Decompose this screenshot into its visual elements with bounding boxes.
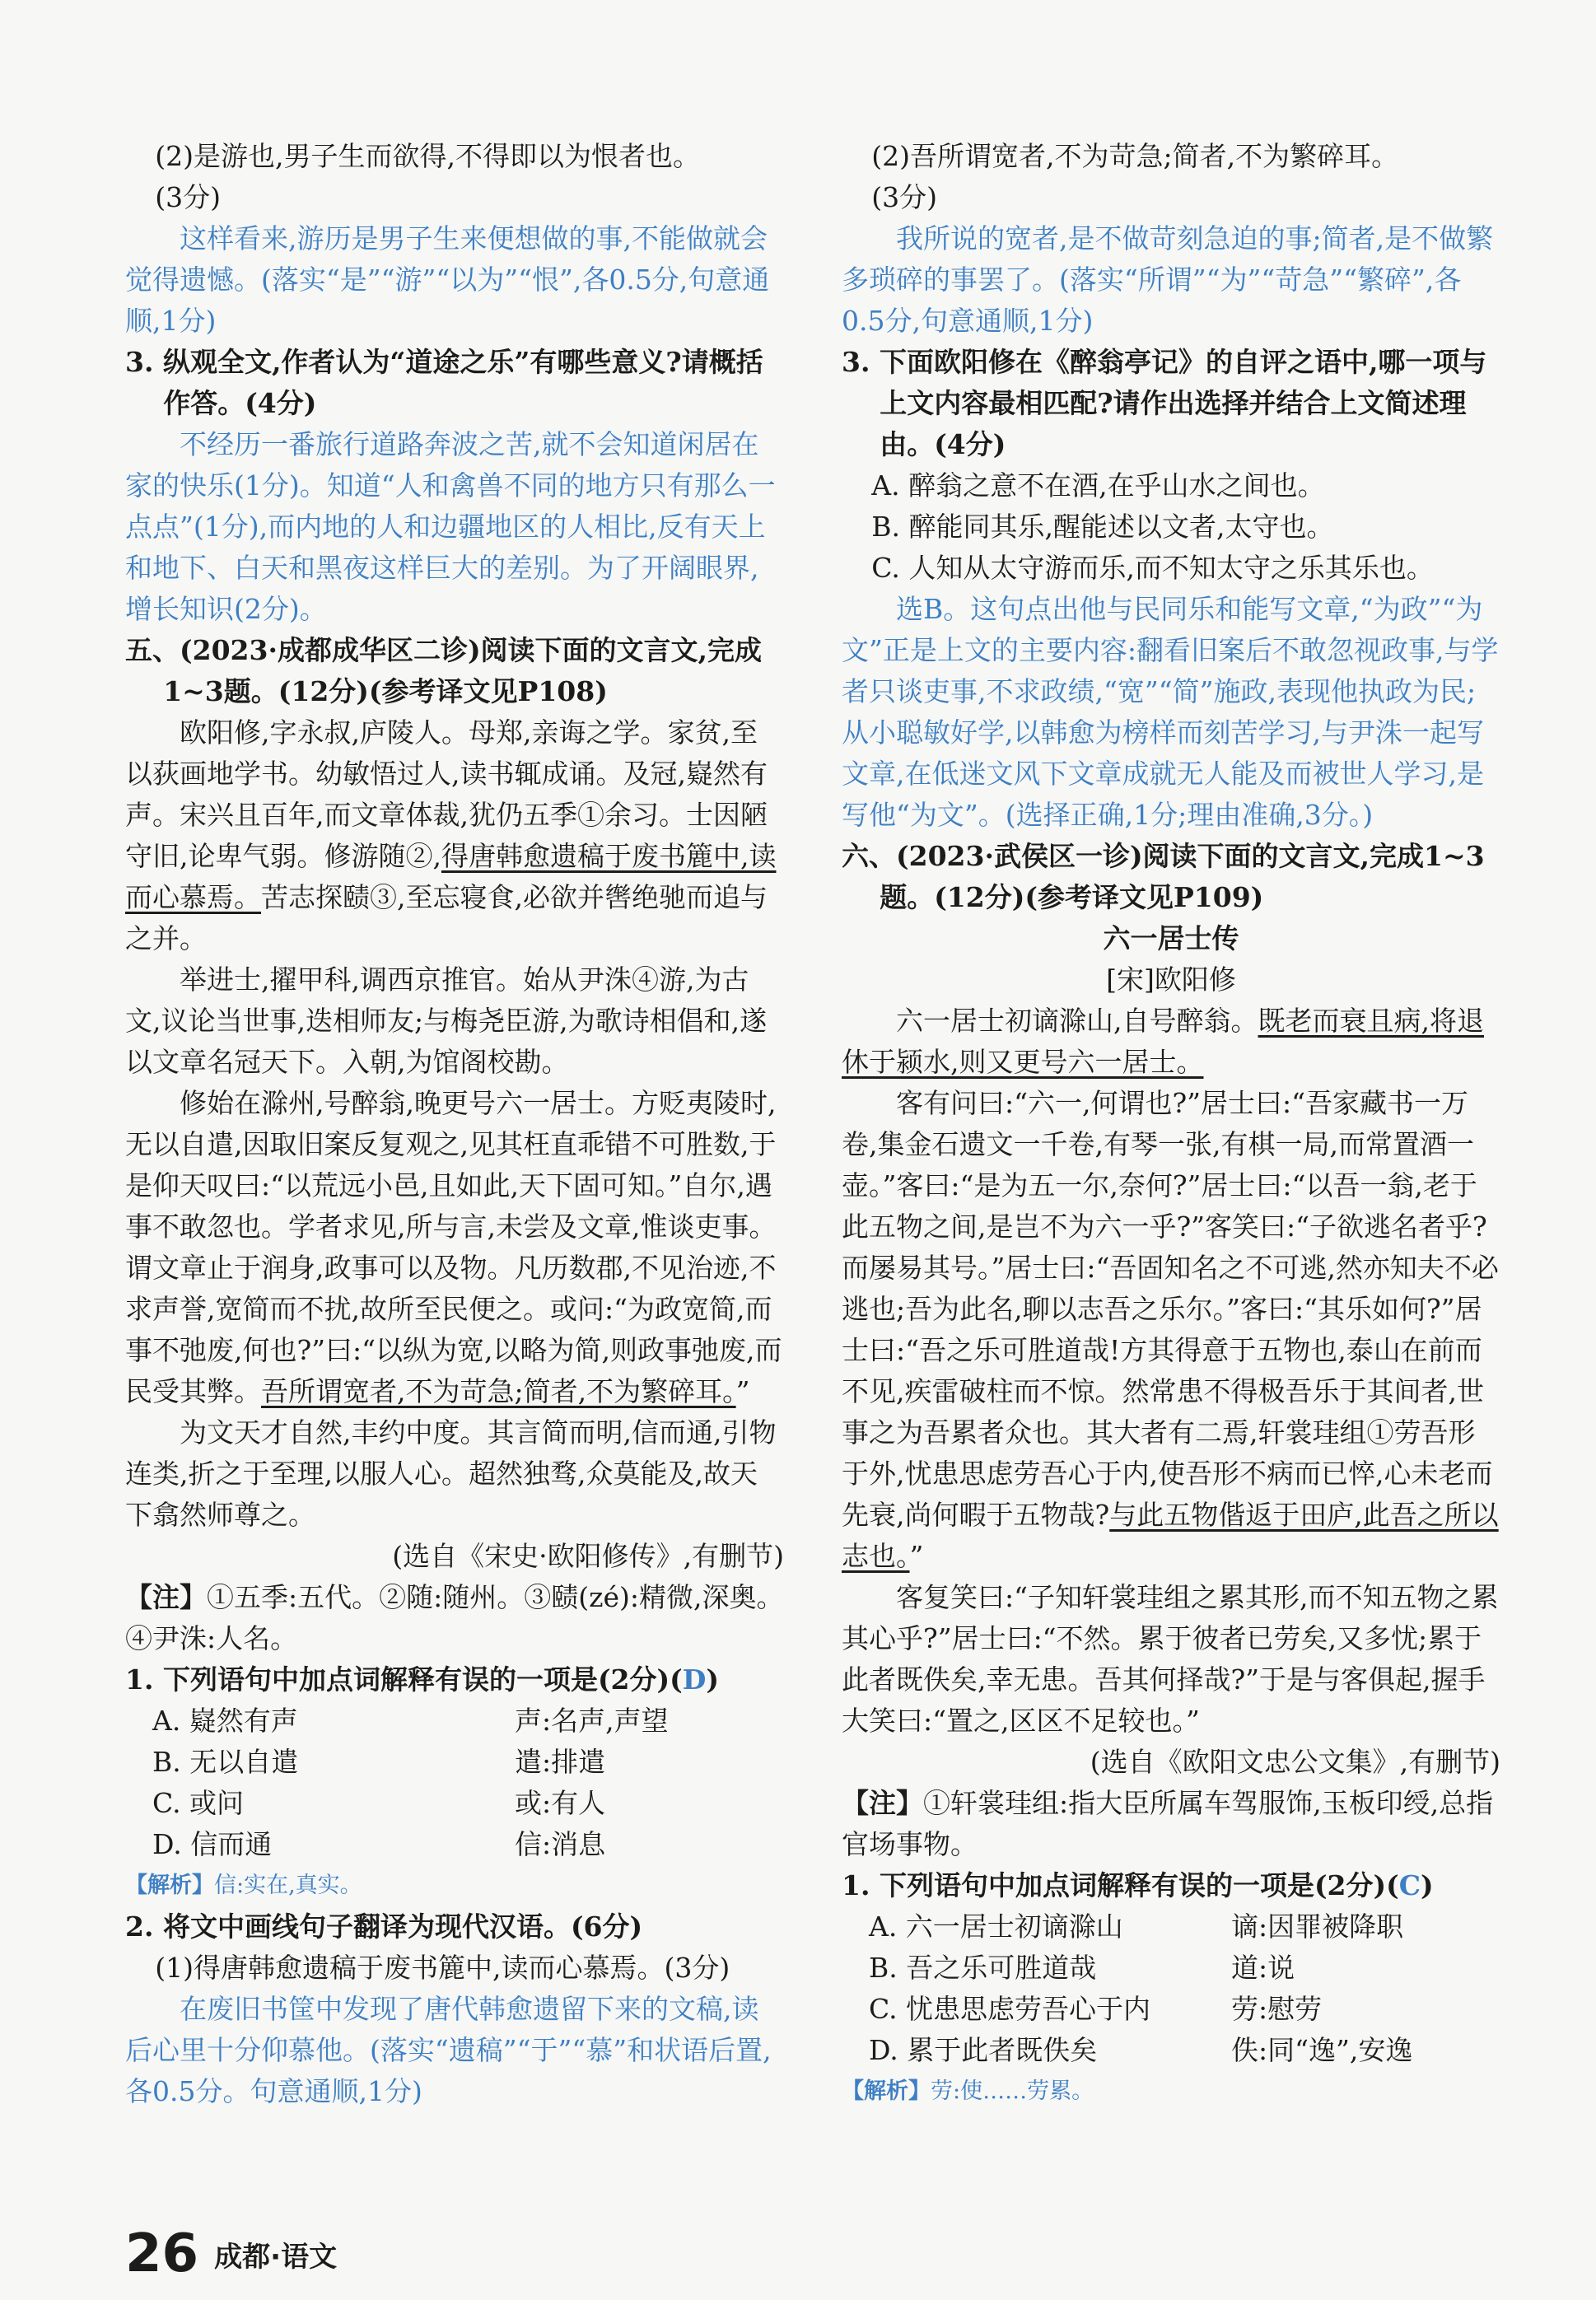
book-title: 成都·语文 [214, 2240, 338, 2274]
option-d-right: D. 累于此者既佚矣 佚:同“逸”,安逸 [869, 2034, 1413, 2066]
option-b: B. 无以自遣 遣:排遣 [152, 1746, 606, 1778]
page-number: 26 [125, 2223, 199, 2284]
analysis-note: 【解析】信:实在,真实。 [125, 1873, 362, 1898]
essay-notes: 【注】①轩裳珪组:指大臣所属车驾服饰,玉板印绶,总指官场事物。 [842, 1787, 1494, 1860]
underlined-sentence-4: 与此五物偕返于田庐,此吾之所以志也。 [842, 1499, 1499, 1572]
passage-source: (选自《宋史·欧阳修传》,有删节) [392, 1540, 784, 1572]
section-5-title: 五、(2023·成都成华区二诊)阅读下面的文言文,完成1~3题。(12分)(参考译文见P108) [125, 634, 763, 707]
answer-3: 不经历一番旅行道路奔波之苦,就不会知道闲居在家的快乐(1分)。知道“人和禽兽不同的地方只有那么一点点”(1分),而内地的人和边疆地区的人相比,反有天上和地下、白天和黑夜这样巨大的差别。为了开阔眼界,增长知识(2分)。 [125, 428, 776, 625]
essay-title: 六一居士传 [1103, 922, 1239, 954]
passage-paragraph-4: 为文天才自然,丰约中度。其言简而明,信而通,引物连类,折之于至理,以服人心。超然独骛,众莫能及,故天下翕然师尊之。 [125, 1416, 777, 1531]
answer-3-right: 选B。这句点出他与民同乐和能写文章,“为政”“为文”正是上文的主要内容:翻看旧案后不敢忽视政事,与学者只谈吏事,不求政绩,“宽”“简”施政,表现他执政为民;从小聪敏好学,以韩愈为榜样而刻苦学习,与尹洙一起写文章,在低迷文风下文章成就无人能及而被世人学习,是写他“为文”。(选择正确,1分;理由准确,3分。) [842, 593, 1499, 831]
answer-1: D [682, 1663, 707, 1696]
option-c-right: C. 忧患思虑劳吾心于内 劳:慰劳 [869, 1993, 1323, 2025]
option-b-right: B. 吾之乐可胜道哉 道:说 [869, 1952, 1295, 1984]
question-2-1: (1)得唐韩愈遗稿于废书簏中,读而心慕焉。(3分) [155, 1952, 730, 1984]
option-a-right: A. 六一居士初谪滁山 谪:因罪被降职 [869, 1910, 1404, 1943]
answer-2-2: 这样看来,游历是男子生来便想做的事,不能做就会觉得遗憾。(落实“是”“游”“以为”“恨”,各0.5分,句意通顺,1分) [125, 222, 770, 337]
question-2-2-right: (2)吾所谓宽者,不为苛急;简者,不为繁碎耳。 [871, 140, 1399, 172]
question-3-option-b: B. 醉能同其乐,醒能述以文者,太守也。 [871, 511, 1334, 543]
option-c: C. 或问 或:有人 [152, 1787, 606, 1819]
section-6-title: 六、(2023·武侯区一诊)阅读下面的文言文,完成1~3题。(12分)(参考译文见P109) [842, 840, 1485, 913]
underlined-sentence-3: 既老而衰且病,将退休于颍水,则又更号六一居士。 [842, 1005, 1484, 1078]
right-column [842, 136, 1500, 2112]
essay-author: [宋]欧阳修 [1106, 963, 1236, 996]
question-3: 3. 纵观全文,作者认为“道途之乐”有哪些意义?请概括作答。(4分) [125, 346, 763, 419]
answer-2-2-right: 我所说的宽者,是不做苛刻急迫的事;简者,是不做繁多琐碎的事罢了。(落实“所谓”“为”“苛急”“繁碎”,各0.5分,句意通顺,1分) [842, 222, 1494, 337]
passage-paragraph-2: 举进士,擢甲科,调西京推官。始从尹洙④游,为古文,议论当世事,迭相师友;与梅尧臣游,为歌诗相倡和,遂以文章名冠天下。入朝,为馆阁校勘。 [125, 963, 768, 1078]
essay-paragraph-1: 六一居士初谪滁山,自号醉翁。既老而衰且病,将退休于颍水,则又更号六一居士。 [842, 1005, 1484, 1078]
page-footer [125, 2223, 337, 2284]
passage-notes: 【注】①五季:五代。②随:随州。③赜(zé):精微,深奥。④尹洙:人名。 [125, 1581, 784, 1654]
passage-paragraph-3: 修始在滁州,号醉翁,晚更号六一居士。方贬夷陵时,无以自遣,因取旧案反复观之,见其枉直乖错不可胜数,于是仰天叹曰:“以荒远小邑,且如此,天下固可知。”自尔,遇事不敢忽也。学者求见,所与言,未尝及文章,惟谈吏事。谓文章止于润身,政事可以及物。凡历数郡,不见治迹,不求声誉,宽简而不扰,故所至民便之。或问:“为政宽简,而事不弛废,何也?”曰:“以纵为宽,以略为简,则政事弛废,而民受其弊。吾所谓宽者,不为苛急;简者,不为繁碎耳。” [125, 1087, 782, 1407]
question-3-right: 3. 下面欧阳修在《醉翁亭记》的自评之语中,哪一项与上文内容最相匹配?请作出选择并结合上文简述理由。(4分) [842, 346, 1487, 460]
essay-source: (选自《欧阳文忠公文集》,有删节) [1090, 1746, 1500, 1778]
question-2-2-score-right: (3分) [871, 181, 938, 213]
question-1: 1. 下列语句中加点词解释有误的一项是(2分)(D) [125, 1663, 719, 1696]
option-d: D. 信而通 信:消息 [152, 1828, 606, 1860]
option-a: A. 嶷然有声 声:名声,声望 [152, 1705, 669, 1737]
underlined-sentence-2: 吾所谓宽者,不为苛急;简者,不为繁碎耳。 [261, 1375, 736, 1407]
question-2-2-score: (3分) [155, 181, 222, 213]
passage-paragraph-1: 欧阳修,字永叔,庐陵人。母郑,亲诲之学。家贫,至以荻画地学书。幼敏悟过人,读书辄成诵。及冠,嶷然有声。宋兴且百年,而文章体裁,犹仍五季①余习。士因陋守旧,论卑气弱。修游随②,得唐韩愈遗稿于废书簏中,读而心慕焉。苦志探赜③,至忘寝食,必欲并辔绝驰而追与之并。 [125, 716, 777, 954]
underlined-sentence-1: 得唐韩愈遗稿于废书簏中,读而心慕焉。 [125, 840, 777, 913]
question-3-option-a: A. 醉翁之意不在酒,在乎山水之间也。 [871, 469, 1325, 502]
question-1-right: 1. 下列语句中加点词解释有误的一项是(2分)(C) [842, 1869, 1434, 1901]
analysis-note-right: 【解析】劳:使……劳累。 [842, 2078, 1094, 2104]
answer-2-1: 在废旧书筐中发现了唐代韩愈遗留下来的文稿,读后心里十分仰慕他。(落实“遗稿”“于”“慕”和状语后置,各0.5分。句意通顺,1分) [125, 1993, 772, 2107]
question-2: 2. 将文中画线句子翻译为现代汉语。(6分) [125, 1910, 643, 1943]
question-3-option-c: C. 人知从太守游而乐,而不知太守之乐其乐也。 [871, 552, 1434, 584]
left-column [125, 136, 784, 2112]
essay-paragraph-2: 客有问曰:“六一,何谓也?”居士曰:“吾家藏书一万卷,集金石遗文一千卷,有琴一张,有棋一局,而常置酒一壶。”客曰:“是为五一尔,奈何?”居士曰:“以吾一翁,老于此五物之间,是岂不为六一乎?”客笑曰:“子欲逃名者乎?而屡易其号。”居士曰:“吾固知名之不可逃,然亦知夫不必逃也;吾为此名,聊以志吾之乐尔。”客曰:“其乐如何?”居士曰:“吾之乐可胜道哉!方其得意于五物也,泰山在前而不见,疾雷破柱而不惊。然常患不得极吾乐于其间者,世事之为吾累者众也。其大者有二焉,轩裳珪组①劳吾形于外,忧患思虑劳吾心于内,使吾形不病而已悴,心未老而先衰,尚何暇于五物哉?与此五物偕返于田庐,此吾之所以志也。” [842, 1087, 1499, 1572]
answer-1-right: C [1398, 1869, 1421, 1901]
essay-paragraph-3: 客复笑曰:“子知轩裳珪组之累其形,而不知五物之累其心乎?”居士曰:“不然。累于彼者已劳矣,又多忧;累于此者既佚矣,幸无患。吾其何择哉?”于是与客俱起,握手大笑曰:“置之,区区不足较也。” [842, 1581, 1499, 1737]
question-2-2: (2)是游也,男子生而欲得,不得即以为恨者也。 [155, 140, 701, 172]
